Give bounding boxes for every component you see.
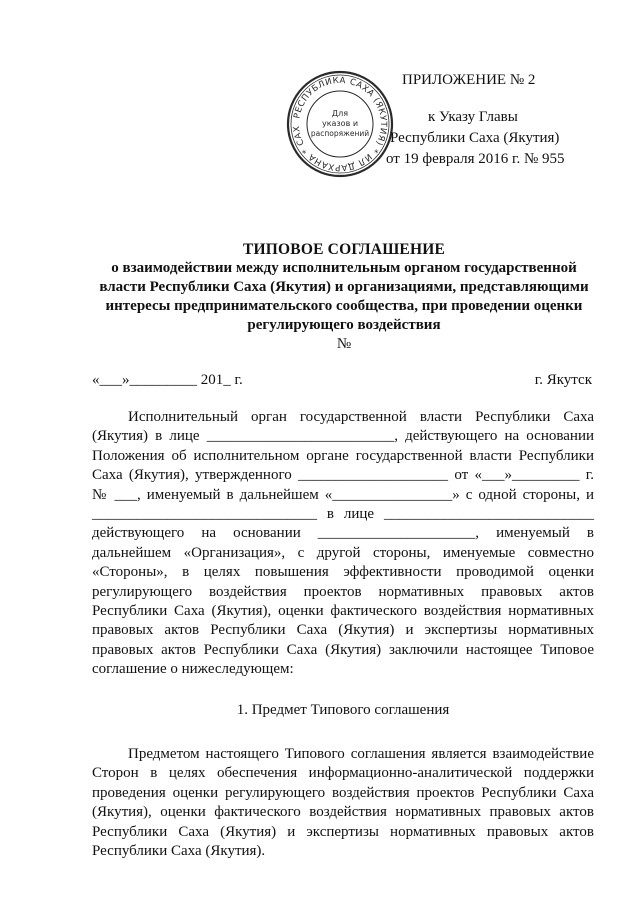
- document-heading: [96, 240, 592, 354]
- appendix-title: ПРИЛОЖЕНИЕ № 2: [402, 72, 536, 88]
- heading-number: №: [336, 336, 352, 352]
- preamble-text: Исполнительный орган государственной власти Республики Саха (Якутия) в лице _________________________, действующего на основании Положения об исполнительном органе государственной власти Республики Саха (Якутия), утвержденного ____________________ от «___»_________ г. № ___, именуемый в дальнейшем «________________» с одной стороны, и ______________________________ в лице ____________________________ действующего на основании _____________________, именуемый в дальнейшем «Организация», с другой стороны, именуемые совместно «Стороны», в целях повышения эффективности проводимой оценки регулирующего воздействия проектов нормативных правовых актов Республики Саха (Якутия), оценки фактического воздействия нормативных правовых актов Республики Саха (Якутия) и экспертизы нормативных правовых актов Республики Саха (Якутия) заключили настоящее Типовое соглашение о нижеследующем:: [92, 409, 594, 678]
- heading-subtitle: о взаимодействии между исполнительным органом государственной власти Республики Саха (Якутия) и организациями, представляющими интересы предпринимательского сообщества, при проведении оценки регулирующего воздействия: [99, 260, 589, 333]
- date-field: «___»_________ 201_ г.: [92, 372, 243, 388]
- official-stamp: [284, 68, 396, 180]
- stamp-seal-graphic: [284, 68, 396, 180]
- place-field: г. Якутск: [534, 372, 592, 388]
- section-1-paragraph: [92, 745, 594, 861]
- section-1-text: Предметом настоящего Типового соглашения является взаимодействие Сторон в целях обеспечения информационно-аналитической поддержки проведения оценки регулирующего воздействия проектов Республики Саха (Якутия), оценки фактического воздействия нормативных правовых актов Республики Саха (Якутия) и экспертизы нормативных правовых актов Республики Саха (Якутия).: [92, 746, 594, 860]
- stamp-center-line2: указов и: [321, 119, 359, 128]
- preamble-paragraph: [92, 408, 594, 680]
- stamp-ring-text: РЕСПУБЛИКА САХА (ЯКУТИЯ) * ИЛ ДАРХАНА * САХ: [291, 75, 389, 173]
- stamp-center-line1: Для: [331, 109, 349, 118]
- heading-main: ТИПОВОЕ СОГЛАШЕНИЕ: [242, 241, 446, 258]
- appendix-line-1: к Указу Главы: [428, 109, 518, 125]
- appendix-line-3: от 19 февраля 2016 г. № 955: [386, 151, 565, 167]
- stamp-center-line3: распоряжений: [310, 129, 370, 138]
- appendix-line-2: Республики Саха (Якутия): [390, 130, 560, 146]
- section-1-title: 1. Предмет Типового соглашения: [236, 702, 450, 718]
